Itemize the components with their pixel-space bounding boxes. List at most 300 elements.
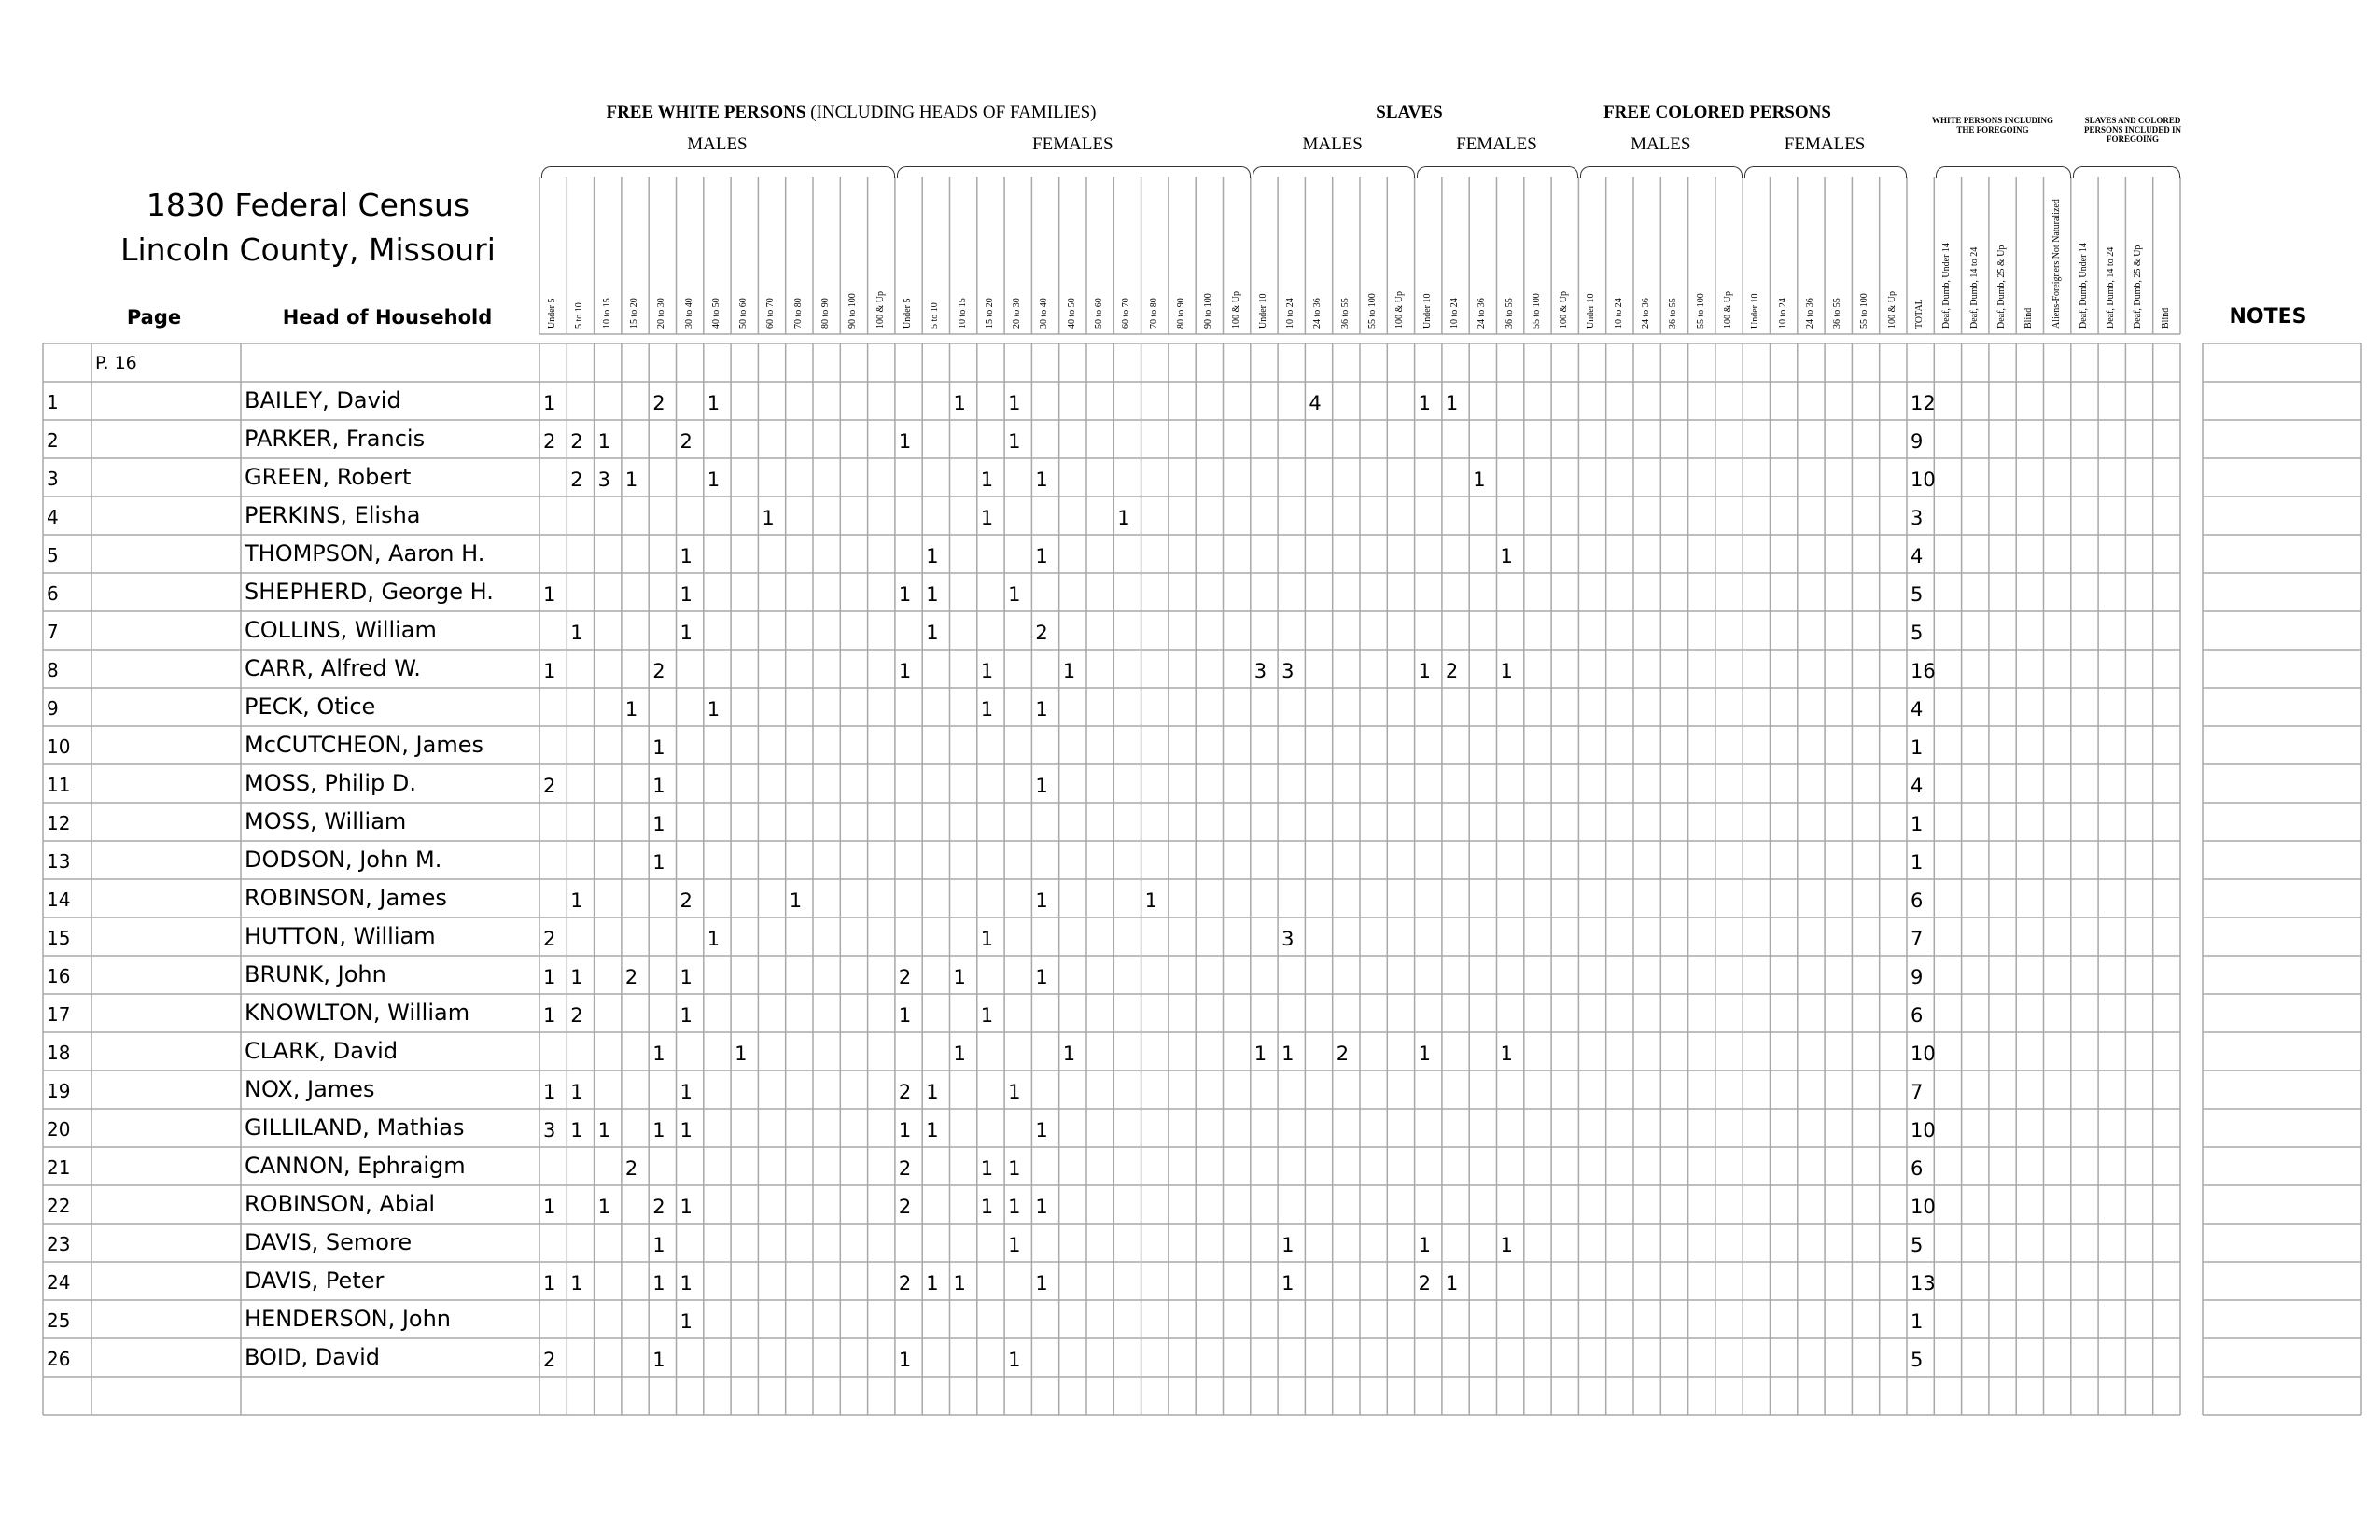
- column-label: TOTAL: [1914, 299, 1925, 329]
- free-white-persons-label: FREE WHITE PERSONS: [606, 103, 806, 122]
- total-cell: 10: [1911, 1043, 1936, 1065]
- column-label: 55 to 100: [1695, 293, 1706, 329]
- column-label: 10 to 24: [1777, 298, 1788, 329]
- count-cell: 1: [652, 813, 665, 835]
- head-of-household-name: CANNON, Ephraigm: [245, 1153, 466, 1179]
- row-number: 20: [47, 1118, 71, 1141]
- column-label: 24 to 36: [1477, 298, 1488, 329]
- title-line-2: Lincoln County, Missouri: [120, 231, 496, 268]
- count-cell: 1: [1117, 507, 1130, 529]
- count-cell: 2: [1445, 660, 1459, 682]
- count-cell: 1: [926, 1081, 939, 1103]
- count-cell: 1: [1035, 1272, 1048, 1295]
- row-number: 24: [47, 1271, 71, 1294]
- column-label: 5 to 10: [574, 302, 585, 329]
- column-label: 100 & Up: [1886, 291, 1897, 329]
- count-cell: 2: [570, 430, 583, 453]
- count-cell: 1: [953, 392, 966, 414]
- total-cell: 1: [1911, 1310, 1924, 1333]
- row-number: 26: [47, 1348, 71, 1370]
- row-number: 12: [47, 812, 71, 834]
- count-cell: 1: [1445, 392, 1459, 414]
- count-cell: 1: [679, 622, 693, 644]
- head-of-household-column-header: Head of Household: [282, 306, 493, 329]
- row-number: 1: [47, 391, 59, 413]
- count-cell: 1: [980, 928, 994, 950]
- head-of-household-name: BOID, David: [245, 1344, 381, 1370]
- count-cell: 2: [570, 469, 583, 491]
- column-label: Aliens-Foreigners Not Naturalized: [2051, 199, 2062, 329]
- column-label: 5 to 10: [930, 302, 941, 329]
- count-cell: 1: [953, 1272, 966, 1295]
- column-label: Under 5: [547, 298, 557, 329]
- row-number: 23: [47, 1233, 71, 1255]
- row-number: 6: [47, 582, 59, 605]
- count-cell: 2: [1336, 1043, 1350, 1065]
- column-label: Deaf, Dumb, 25 & Up: [2133, 245, 2144, 329]
- count-cell: 1: [570, 622, 583, 644]
- column-label: Under 10: [1257, 293, 1268, 329]
- total-cell: 5: [1911, 583, 1924, 606]
- count-cell: 1: [570, 1272, 583, 1295]
- count-cell: 1: [1008, 1234, 1021, 1256]
- count-cell: 1: [1008, 430, 1021, 453]
- count-cell: 2: [570, 1004, 583, 1027]
- head-of-household-name: PECK, Otice: [245, 693, 376, 720]
- count-cell: 1: [1281, 1272, 1295, 1295]
- females-free-white-label: FEMALES: [1032, 134, 1113, 154]
- column-label: 30 to 40: [1039, 298, 1050, 329]
- count-cell: 1: [762, 507, 775, 529]
- total-cell: 10: [1911, 1196, 1936, 1218]
- column-label: 10 to 24: [1613, 298, 1624, 329]
- count-cell: 1: [597, 430, 610, 453]
- count-cell: 1: [1418, 1234, 1431, 1256]
- count-cell: 1: [652, 1272, 665, 1295]
- column-label: 15 to 20: [628, 298, 639, 329]
- count-cell: 1: [926, 545, 939, 567]
- total-cell: 7: [1911, 928, 1924, 950]
- column-label: 60 to 70: [765, 298, 777, 329]
- head-of-household-name: ROBINSON, James: [245, 885, 447, 911]
- total-cell: 10: [1911, 1119, 1936, 1141]
- count-cell: 1: [1418, 1043, 1431, 1065]
- column-label: 70 to 80: [792, 298, 804, 329]
- count-cell: 1: [652, 1043, 665, 1065]
- count-cell: 1: [1253, 1043, 1267, 1065]
- total-cell: 4: [1911, 545, 1924, 567]
- count-cell: 2: [624, 966, 638, 988]
- count-cell: 1: [926, 1272, 939, 1295]
- count-cell: 1: [570, 1119, 583, 1141]
- count-cell: 1: [1445, 1272, 1459, 1295]
- row-number: 9: [47, 697, 59, 720]
- count-cell: 2: [543, 928, 556, 950]
- column-label: 10 to 15: [957, 298, 968, 329]
- count-cell: 1: [1008, 1196, 1021, 1218]
- count-cell: 2: [543, 1349, 556, 1371]
- head-of-household-name: MOSS, Philip D.: [245, 770, 416, 796]
- column-label: Under 5: [902, 298, 913, 329]
- count-cell: 1: [597, 1196, 610, 1218]
- total-cell: 5: [1911, 1349, 1924, 1371]
- row-number: 18: [47, 1042, 71, 1064]
- count-cell: 1: [789, 889, 803, 912]
- count-cell: 1: [1062, 1043, 1076, 1065]
- column-label: 24 to 36: [1641, 298, 1651, 329]
- count-cell: 3: [1253, 660, 1267, 682]
- count-cell: 1: [1281, 1043, 1295, 1065]
- count-cell: 1: [570, 966, 583, 988]
- count-cell: 1: [1035, 545, 1048, 567]
- column-label: 24 to 36: [1804, 298, 1815, 329]
- count-cell: 1: [652, 736, 665, 759]
- row-number: 14: [47, 889, 71, 911]
- count-cell: 1: [707, 469, 721, 491]
- column-label: Deaf, Dumb, Under 14: [1941, 243, 1953, 329]
- head-of-household-name: HUTTON, William: [245, 923, 436, 949]
- row-number: 17: [47, 1003, 71, 1026]
- count-cell: 1: [652, 1349, 665, 1371]
- row-number: 22: [47, 1195, 71, 1217]
- males-free-colored-brace: [1580, 166, 1743, 178]
- count-cell: 1: [980, 1157, 994, 1180]
- count-cell: 1: [1035, 775, 1048, 797]
- count-cell: 1: [652, 1119, 665, 1141]
- head-of-household-name: DAVIS, Peter: [245, 1267, 385, 1294]
- head-of-household-name: ROBINSON, Abial: [245, 1191, 436, 1217]
- column-label: 36 to 55: [1668, 298, 1679, 329]
- count-cell: 1: [1008, 1081, 1021, 1103]
- head-of-household-name: BAILEY, David: [245, 387, 401, 413]
- slaves-colored-included-header: SLAVES AND COLORED PERSONS INCLUDED IN FOREGOING: [2083, 116, 2182, 144]
- head-of-household-name: DODSON, John M.: [245, 847, 442, 873]
- count-cell: 2: [898, 1081, 912, 1103]
- count-cell: 1: [652, 851, 665, 874]
- total-cell: 9: [1911, 430, 1924, 453]
- column-label: 36 to 55: [1504, 298, 1515, 329]
- count-cell: 1: [707, 392, 721, 414]
- column-label: 10 to 15: [601, 298, 612, 329]
- count-cell: 1: [898, 1004, 912, 1027]
- column-label: 100 & Up: [1394, 291, 1406, 329]
- column-label: 15 to 20: [984, 298, 995, 329]
- count-cell: 1: [597, 1119, 610, 1141]
- white-persons-including-header: WHITE PERSONS INCLUDING THE FOREGOING: [1931, 116, 2054, 134]
- column-label: 10 to 24: [1285, 298, 1296, 329]
- head-of-household-name: PARKER, Francis: [245, 426, 426, 452]
- count-cell: 1: [679, 1081, 693, 1103]
- total-cell: 4: [1911, 775, 1924, 797]
- total-cell: 3: [1911, 507, 1924, 529]
- column-label: 55 to 100: [1859, 293, 1870, 329]
- count-cell: 1: [543, 583, 556, 606]
- count-cell: 1: [543, 1272, 556, 1295]
- count-cell: 1: [679, 583, 693, 606]
- count-cell: 1: [735, 1043, 748, 1065]
- column-label: Blind: [2023, 307, 2035, 329]
- total-cell: 7: [1911, 1081, 1924, 1103]
- count-cell: 1: [1500, 660, 1513, 682]
- count-cell: 1: [679, 545, 693, 567]
- count-cell: 1: [1035, 966, 1048, 988]
- count-cell: 1: [1418, 660, 1431, 682]
- count-cell: 1: [1473, 469, 1486, 491]
- row-number: 13: [47, 850, 71, 873]
- count-cell: 1: [898, 1119, 912, 1141]
- page-column-header: Page: [126, 306, 182, 329]
- count-cell: 2: [898, 1272, 912, 1295]
- row-number: 15: [47, 927, 71, 949]
- count-cell: 3: [1281, 660, 1295, 682]
- head-of-household-name: THOMPSON, Aaron H.: [245, 540, 485, 567]
- column-label: 50 to 60: [738, 298, 749, 329]
- head-of-household-name: SHEPHERD, George H.: [245, 579, 494, 605]
- column-label: 100 & Up: [1230, 291, 1241, 329]
- count-cell: 3: [1281, 928, 1295, 950]
- column-label: Under 10: [1750, 293, 1761, 329]
- column-label: 40 to 50: [710, 298, 721, 329]
- document-title: [75, 183, 541, 273]
- column-label: 80 to 90: [820, 298, 831, 329]
- column-label: 36 to 55: [1339, 298, 1351, 329]
- column-label: Deaf, Dumb, Under 14: [2078, 243, 2089, 329]
- total-cell: 13: [1911, 1272, 1936, 1295]
- row-number: 2: [47, 429, 59, 452]
- count-cell: 1: [624, 698, 638, 721]
- count-cell: 3: [597, 469, 610, 491]
- count-cell: 1: [1008, 1157, 1021, 1180]
- count-cell: 1: [1418, 392, 1431, 414]
- column-label: 30 to 40: [683, 298, 694, 329]
- column-label: Deaf, Dumb, 25 & Up: [1995, 245, 2007, 329]
- count-cell: 1: [543, 966, 556, 988]
- females-slaves-brace: [1417, 166, 1579, 178]
- column-label: 36 to 55: [1832, 298, 1843, 329]
- count-cell: 1: [898, 430, 912, 453]
- column-label: 90 to 100: [847, 293, 859, 329]
- count-cell: 1: [1008, 583, 1021, 606]
- row-number: 10: [47, 735, 71, 758]
- white-persons-brace: [1936, 166, 2071, 178]
- row-number: 3: [47, 468, 59, 490]
- total-cell: 6: [1911, 1004, 1924, 1027]
- females-free-white-brace: [897, 166, 1251, 178]
- column-label: 10 to 24: [1449, 298, 1460, 329]
- count-cell: 1: [570, 889, 583, 912]
- head-of-household-name: COLLINS, William: [245, 617, 437, 643]
- count-cell: 2: [898, 966, 912, 988]
- column-label: Deaf, Dumb, 14 to 24: [2106, 246, 2117, 329]
- column-label: 100 & Up: [1722, 291, 1733, 329]
- total-cell: 9: [1911, 966, 1924, 988]
- count-cell: 1: [1500, 1043, 1513, 1065]
- count-cell: 1: [1035, 698, 1048, 721]
- count-cell: 2: [652, 660, 665, 682]
- count-cell: 1: [953, 1043, 966, 1065]
- count-cell: 1: [1500, 1234, 1513, 1256]
- count-cell: 1: [1500, 545, 1513, 567]
- males-slaves-brace: [1253, 166, 1415, 178]
- column-label: 20 to 30: [1012, 298, 1023, 329]
- count-cell: 2: [1035, 622, 1048, 644]
- total-cell: 6: [1911, 1157, 1924, 1180]
- count-cell: 1: [543, 1004, 556, 1027]
- count-cell: 1: [1281, 1234, 1295, 1256]
- title-line-1: 1830 Federal Census: [146, 187, 470, 223]
- total-cell: 5: [1911, 622, 1924, 644]
- total-cell: 10: [1911, 469, 1936, 491]
- row-number: 5: [47, 544, 59, 567]
- count-cell: 1: [898, 1349, 912, 1371]
- count-cell: 1: [679, 1272, 693, 1295]
- column-label: 70 to 80: [1148, 298, 1159, 329]
- head-of-household-name: DAVIS, Semore: [245, 1229, 413, 1255]
- count-cell: 2: [543, 430, 556, 453]
- count-cell: 1: [1062, 660, 1076, 682]
- count-cell: 1: [1008, 1349, 1021, 1371]
- head-of-household-name: NOX, James: [245, 1076, 375, 1102]
- column-label: Deaf, Dumb, 14 to 24: [1968, 246, 1980, 329]
- males-free-colored-label: MALES: [1631, 134, 1691, 154]
- count-cell: 1: [652, 775, 665, 797]
- count-cell: 1: [926, 622, 939, 644]
- head-of-household-name: PERKINS, Elisha: [245, 502, 421, 528]
- count-cell: 1: [898, 660, 912, 682]
- count-cell: 1: [1035, 469, 1048, 491]
- total-cell: 6: [1911, 889, 1924, 912]
- count-cell: 2: [624, 1157, 638, 1180]
- count-cell: 3: [543, 1119, 556, 1141]
- females-free-colored-label: FEMALES: [1784, 134, 1866, 154]
- slaves-header: SLAVES: [1376, 103, 1443, 122]
- count-cell: 1: [980, 507, 994, 529]
- total-cell: 1: [1911, 851, 1924, 874]
- count-cell: 1: [679, 1196, 693, 1218]
- count-cell: 1: [980, 698, 994, 721]
- head-of-household-name: BRUNK, John: [245, 961, 386, 987]
- count-cell: 2: [652, 1196, 665, 1218]
- column-label: Blind: [2160, 307, 2171, 329]
- column-label: 90 to 100: [1203, 293, 1214, 329]
- column-label: 80 to 90: [1175, 298, 1186, 329]
- row-number: 21: [47, 1156, 71, 1179]
- total-cell: 16: [1911, 660, 1936, 682]
- including-heads-label: (INCLUDING HEADS OF FAMILIES): [805, 103, 1097, 122]
- males-slaves-label: MALES: [1302, 134, 1363, 154]
- count-cell: 1: [1035, 1119, 1048, 1141]
- column-label: 60 to 70: [1121, 298, 1132, 329]
- count-cell: 1: [953, 966, 966, 988]
- count-cell: 2: [543, 775, 556, 797]
- count-cell: 1: [980, 469, 994, 491]
- count-cell: 1: [926, 583, 939, 606]
- count-cell: 1: [624, 469, 638, 491]
- row-number: 11: [47, 774, 71, 796]
- count-cell: 1: [652, 1234, 665, 1256]
- count-cell: 1: [980, 660, 994, 682]
- column-label: 50 to 60: [1094, 298, 1104, 329]
- free-colored-persons-header: FREE COLORED PERSONS: [1603, 103, 1831, 122]
- head-of-household-name: CARR, Alfred W.: [245, 655, 421, 681]
- count-cell: 1: [543, 392, 556, 414]
- count-cell: 1: [679, 966, 693, 988]
- count-cell: 2: [652, 392, 665, 414]
- count-cell: 2: [679, 889, 693, 912]
- count-cell: 1: [707, 698, 721, 721]
- count-cell: 1: [980, 1004, 994, 1027]
- slaves-colored-brace: [2073, 166, 2180, 178]
- free-white-persons-header: [543, 103, 1159, 123]
- column-label: 100 & Up: [1559, 291, 1570, 329]
- count-cell: 1: [543, 1081, 556, 1103]
- count-cell: 1: [679, 1119, 693, 1141]
- count-cell: 1: [1035, 1196, 1048, 1218]
- row-number: 4: [47, 506, 59, 528]
- column-label: 40 to 50: [1066, 298, 1077, 329]
- row-number: 16: [47, 965, 71, 987]
- column-label: 24 to 36: [1312, 298, 1323, 329]
- total-cell: 4: [1911, 698, 1924, 721]
- head-of-household-name: CLARK, David: [245, 1038, 399, 1064]
- total-cell: 5: [1911, 1234, 1924, 1256]
- column-label: 55 to 100: [1531, 293, 1542, 329]
- column-label: 55 to 100: [1367, 293, 1378, 329]
- count-cell: 1: [926, 1119, 939, 1141]
- count-cell: 1: [679, 1004, 693, 1027]
- total-cell: 12: [1911, 392, 1936, 414]
- count-cell: 1: [980, 1196, 994, 1218]
- count-cell: 1: [1144, 889, 1157, 912]
- count-cell: 4: [1309, 392, 1322, 414]
- head-of-household-name: McCUTCHEON, James: [245, 732, 483, 758]
- count-cell: 1: [898, 583, 912, 606]
- count-cell: 1: [679, 1310, 693, 1333]
- head-of-household-name: GILLILAND, Mathias: [245, 1114, 465, 1141]
- column-label: Under 10: [1421, 293, 1433, 329]
- total-cell: 1: [1911, 813, 1924, 835]
- notes-column-header: NOTES: [2229, 305, 2307, 329]
- head-of-household-name: MOSS, William: [245, 808, 407, 834]
- count-cell: 2: [898, 1196, 912, 1218]
- row-number: 19: [47, 1080, 71, 1102]
- count-cell: 1: [543, 1196, 556, 1218]
- column-label: 100 & Up: [875, 291, 886, 329]
- column-label: Under 10: [1586, 293, 1597, 329]
- row-number: 8: [47, 659, 59, 681]
- females-free-colored-brace: [1744, 166, 1907, 178]
- count-cell: 1: [1008, 392, 1021, 414]
- column-label: 20 to 30: [656, 298, 667, 329]
- count-cell: 2: [898, 1157, 912, 1180]
- total-cell: 1: [1911, 736, 1924, 759]
- count-cell: 1: [707, 928, 721, 950]
- row-number: 7: [47, 621, 59, 643]
- males-free-white-label: MALES: [687, 134, 748, 154]
- females-slaves-label: FEMALES: [1456, 134, 1537, 154]
- males-free-white-brace: [541, 166, 895, 178]
- head-of-household-name: HENDERSON, John: [245, 1306, 452, 1332]
- count-cell: 2: [1418, 1272, 1431, 1295]
- row-number: 25: [47, 1309, 71, 1332]
- head-of-household-name: GREEN, Robert: [245, 464, 412, 490]
- count-cell: 1: [1035, 889, 1048, 912]
- page-label: P. 16: [95, 353, 137, 373]
- count-cell: 1: [543, 660, 556, 682]
- head-of-household-name: KNOWLTON, William: [245, 1000, 470, 1026]
- count-cell: 1: [570, 1081, 583, 1103]
- count-cell: 2: [679, 430, 693, 453]
